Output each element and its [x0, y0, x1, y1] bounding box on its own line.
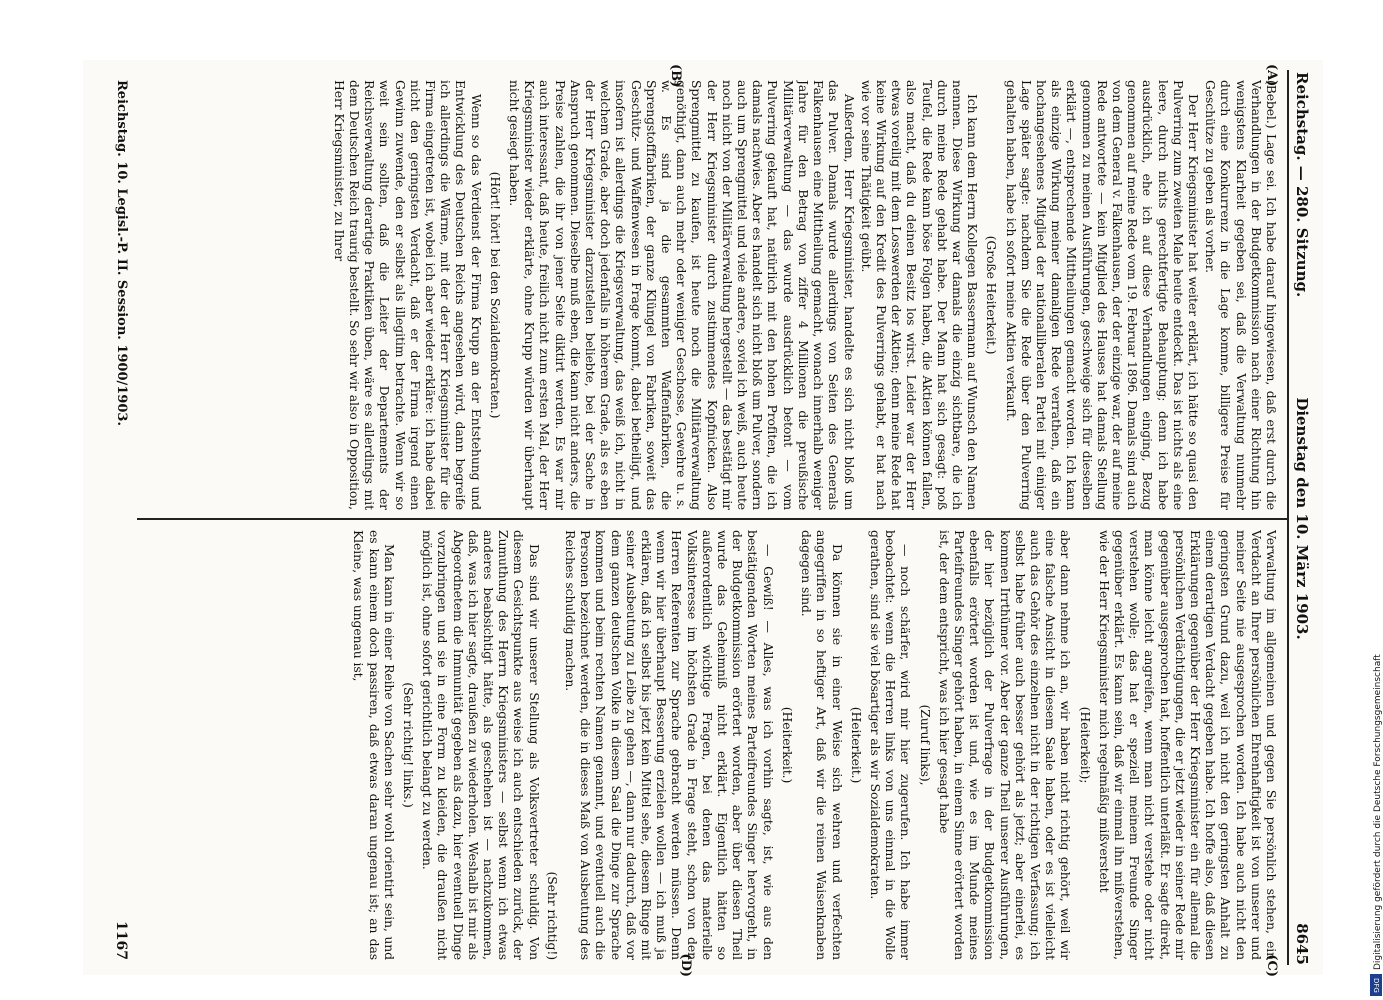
- stage-direction: (Heiterkeit.): [848, 706, 864, 784]
- stage-direction: (Große Heiterkeit.): [984, 235, 1000, 355]
- stage-direction: (Heiterkeit.): [779, 706, 795, 784]
- dfg-logo: DFG: [1370, 974, 1382, 996]
- paragraph: Verwaltung im allgemeinen und gegen Sie persönlich stehen, ein Verdacht an Ihrer persönlichen Ehrenhaftigkeit ist von unserer und meiner Seite nie ausgesprochen worden. Ich habe auch nicht den geringsten Grund dazu, weil ich nicht den geringsten Anhalt zu einem derartigen Verdacht gegeben habe. Ich hoffe also, daß diesen Erklärungen gegenüber der Herr Kriegsminister ein für allemal die persönlichen Verdächtigungen, die er jetzt wieder in seiner Rede mir gegenüber ausgesprochen hat, hoffentlich unterläßt. Er sagte direkt, man könne leicht angreifen, wenn man nicht verstehe oder nicht verstehen wolle; das hat er speziell meinem Freunde Singer gegenüber erklärt. Es kann sein, daß wir einmal ihn mißverstehen, wie der Herr Kriegsminister mich regelmäßig mißversteht: [1096, 530, 1279, 960]
- stage-direction: (Sehr richtig! links.): [401, 682, 417, 808]
- margin-letter-d: (D): [678, 953, 693, 977]
- stage-direction: (Sehr richtig!): [544, 871, 560, 960]
- header-rule: [1287, 70, 1289, 965]
- stage-direction: (Zuruf links),: [917, 704, 933, 786]
- footer-source: Reichstag. 10. Legisl.-P. II. Session. 1900/1903.: [114, 80, 129, 426]
- paragraph: Man kann in einer Reihe von Sachen sehr wohl orientirt sein, und es kann einem doch passiren, daß etwas daran ungenau ist; an das Kleine, was ungenau ist,: [351, 530, 397, 960]
- paragraph: Wenn so das Verdienst der Firma Krupp an der Entstehung und Entwicklung des Deutschen Reichs angesehen wird, dann begreife ich allerdings die Wärme, mit der der Herr Kriegsminister für die Firma eingetreten ist, wobei ich aber wieder erkläre: ich habe dabei nicht den geringsten Verdacht, daß er der Firma irgend einen Gewinn zuwende, den er selbst als illegitim betrachte. Wenn wir so weit sein sollten, daß die Leiter der Departements der Reichsverwaltung derartige Praktiken üben, wäre es allerdings mit dem Deutschen Reich traurig bestellt. So sehr wir also in Opposition, Herr Kriegsminister, zu Ihrer: [331, 80, 484, 510]
- right-column: [139, 530, 1279, 960]
- stage-direction: (Hört! hört! bei den Sozialdemokraten.): [487, 171, 503, 419]
- header-page-number: 8645: [1293, 923, 1311, 965]
- left-column: [139, 80, 1279, 510]
- page-footer: [114, 80, 129, 510]
- paragraph: Da können sie in einer Weise sich wehren und verfechten angegriffen in so heftiger Art, daß wir die reinen Waisenknaben dagegen sind.: [799, 530, 845, 960]
- page-header: [1289, 72, 1315, 965]
- paragraph: — Gewiß! — Alles, was ich vorhin sagte, ist, wie aus den bestätigenden Worten meines Parteifreundes Singer hervorgeht, in der Budgetkommission erörtert worden, aber über diesen Theil wurde das Geheimniß nicht erklärt. Eigentlich hätten so außerordentlich wichtige Fragen, bei denen das materielle Volksinteresse im höchsten Grade in Frage steht, schon von den Herren Referenten zur Sprache gebracht werden müssen. Denn wenn wir hier überhaupt Besserung erzielen wollen — ich muß ja erklären, daß ich selbst bis jetzt kein Mittel sehe, diesem Ringe mit seiner Ausbeutung zu Leibe zu gehen —, dann nur dadurch, daß vor dem ganzen deutschen Volke in diesem Saal die Dinge zur Sprache kommen und beim rechten Namen genannt, und eventuell auch die Personen bezeichnet werden, die in dieses Maß von Ausbeutung des Reiches schuldig machen.: [563, 530, 776, 960]
- credit-text: Digitalisierung gefördert durch die Deutsche Forschungsgemeinschaft: [1373, 654, 1383, 970]
- margin-letter-b: (B): [668, 64, 683, 88]
- paragraph: Das sind wir unserer Stellung als Volksvertreter schuldig. Von diesem Gesichtspunkte aus weise ich auch entschieden zurück, der Zumuthung des Herrn Kriegsministers — selbst wenn ich etwas anderes beabsichtigt hätte, als geschehen ist — nachzukommen, daß, was ich hier sagte, draußen zu wiederholen. Weshalb ist mir als Abgeordnetem die Immunität gegeben als dazu, hier eventuell Dinge vorzubringen und sie in eine Form zu kleiden, die draußen nicht möglich ist, ohne sofort gerichtlich belangt zu werden.: [420, 530, 542, 960]
- column-divider: [137, 518, 1287, 520]
- paragraph: — noch schärfer, wird mir hier zugerufen. Ich habe immer beobachtet: wenn die Herren links von uns einmal in die Wolle gerathen, sind sie viel bösartiger als wir Sozialdemokraten.: [867, 530, 914, 960]
- header-center: Dienstag den 10. März 1903.: [1293, 397, 1311, 640]
- paragraph: aber dann nehme ich an, wir haben nicht richtig gehört, weil wir eine falsche Ansicht in diesem Saale haben, oder es ist vielleicht auch das Gehör des einzelnen nicht in der richtigen Verfassung; ich selbst habe früher auch besser gehört als jetzt; aber einerlei, es kommen Irrthümer vor. Aber der ganze Theil unserer Ausführungen, der hier bezüglich der Pulverfrage in der Budgetkommission ebenfalls erörtert worden ist und, wie es im Munde meines Parteifreundes Singer gehört haben, in einem Sinne erörtert worden ist, der dem entspricht, was ich hier gesagt habe: [936, 530, 1074, 960]
- margin-letter-c: (C): [1264, 954, 1279, 977]
- margin-letter-a: (A): [1264, 64, 1279, 87]
- scanned-page: [83, 60, 1323, 975]
- paragraph: (Bebel.) Lage sei. Ich habe darauf hingewiesen, daß erst durch die Verhandlungen in der Budgetkommission nach einer Richtung hin wenigstens Klarheit gegeben sei, daß die Verwaltung nunmehr durch eine Konkurrenz in die Lage komme, billigere Preise für Geschütze zu geben als vorher.: [1203, 80, 1279, 510]
- header-left: Reichstag. — 280. Sitzung.: [1293, 72, 1311, 298]
- paragraph: Außerdem, Herr Kriegsminister, handelte es sich nicht bloß um das Pulver. Damals wurde allerdings von Seiten des Generals Falkenhausen eine Mittheilung gemacht, wonach innerhalb weniger Jahre für den Betrag von ziffer 4 Millionen die preußische Militärverwaltung — das wurde ausdrücklich betont — vom Pulverring gekauft hat, natürlich mit den hohen Profiten, die ich damals nachwies. Aber es handelt sich nicht bloß um Pulver, sondern auch um Sprengmittel und viele andere, soviel ich weiß, auch heute noch nicht von der Militärverwaltung hergestellt — das bestätigt mir der Herr Kriegsminister durch zustimmendes Kopfnicken. Also Sprengmittel zu kaufen, ist heute noch die Militärverwaltung genöthigt, dann auch mehr oder weniger Geschosse, Gewehre u. s. w. Es sind ja die gesammten Waffenfabriken, die Sprengstofffabriken, der ganze Klüngel von Fabriken, soweit das Geschütz- und Waffenwesen in Frage kommt, dabei betheiligt, und insofern ist allerdings die Kriegsverwaltung, das weiß ich, nicht in welchem Grade, aber doch jedenfalls in höherem Grade, als es eben der Herr Kriegsminister darzustellen beliebte, bei der Sache in Anspruch genommen. Dieselbe muß eben, die kann nicht anders, die Preise zahlen, die ihr von jener Seite diktirt werden. Es war mir auch interessant, daß heute, freilich nicht zum ersten Mal, der Herr Kriegsminister wieder erklärte, ohne Krupp würden wir überhaupt nicht gesiegt haben.: [507, 80, 857, 510]
- paragraph: Ich kann dem Herrn Kollegen Bassermann auf Wunsch den Namen nennen. Diese Wirkung war damals die einzig sichtbare, die ich durch meine Rede gehabt habe. Der Mann hat sich gesagt: poß Teufel, die Rede kann böse Folgen haben, die Aktien können fallen, also macht, daß du deinen Besitz los wirst. Leider war der Herr etwas voreilig mit dem Losswerden der Aktien; denn meine Rede hat keine Wirkung auf den Kredit des Pulverrings gehabt, er hat nach wie vor seine Thätigkeit geübt.: [858, 80, 981, 510]
- footer-page-number: 1167: [113, 921, 129, 960]
- stage-direction: (Heiterkeit);: [1077, 706, 1093, 784]
- digitization-credit: [1369, 0, 1383, 1000]
- paragraph: Der Herr Kriegsminister hat weiter erklärt, ich hätte so quasi den Pulverring zum zweiten Male heute entdeckt. Das ist nichts als eine leere, durch nichts gerechtfertigte Behauptung; denn ich habe ausdrücklich, ehe ich auf diese Verhandlungen einging, Bezug genommen auf meine Rede vom 19. Februar 1896. Damals sind auch von dem General v. Falkenhausen, der der einzige war, der auf meine Rede antwortete — kein Mitglied des Hauses hat damals Stellung genommen zu meinen Ausführungen, geschweige sich für dieselben erklärt —, entsprechende Mittheilungen gemacht worden. Ich kann als einzige Wirkung meiner damaligen Rede verrathen, daß ein hochangesehenes Mitglied der nationalliberalen Partei mit einiger Lage später sagte: nachdem Sie die Rede über den Pulverring gehalten haben, habe ich sofort meine Aktien verkauft.: [1003, 80, 1201, 510]
